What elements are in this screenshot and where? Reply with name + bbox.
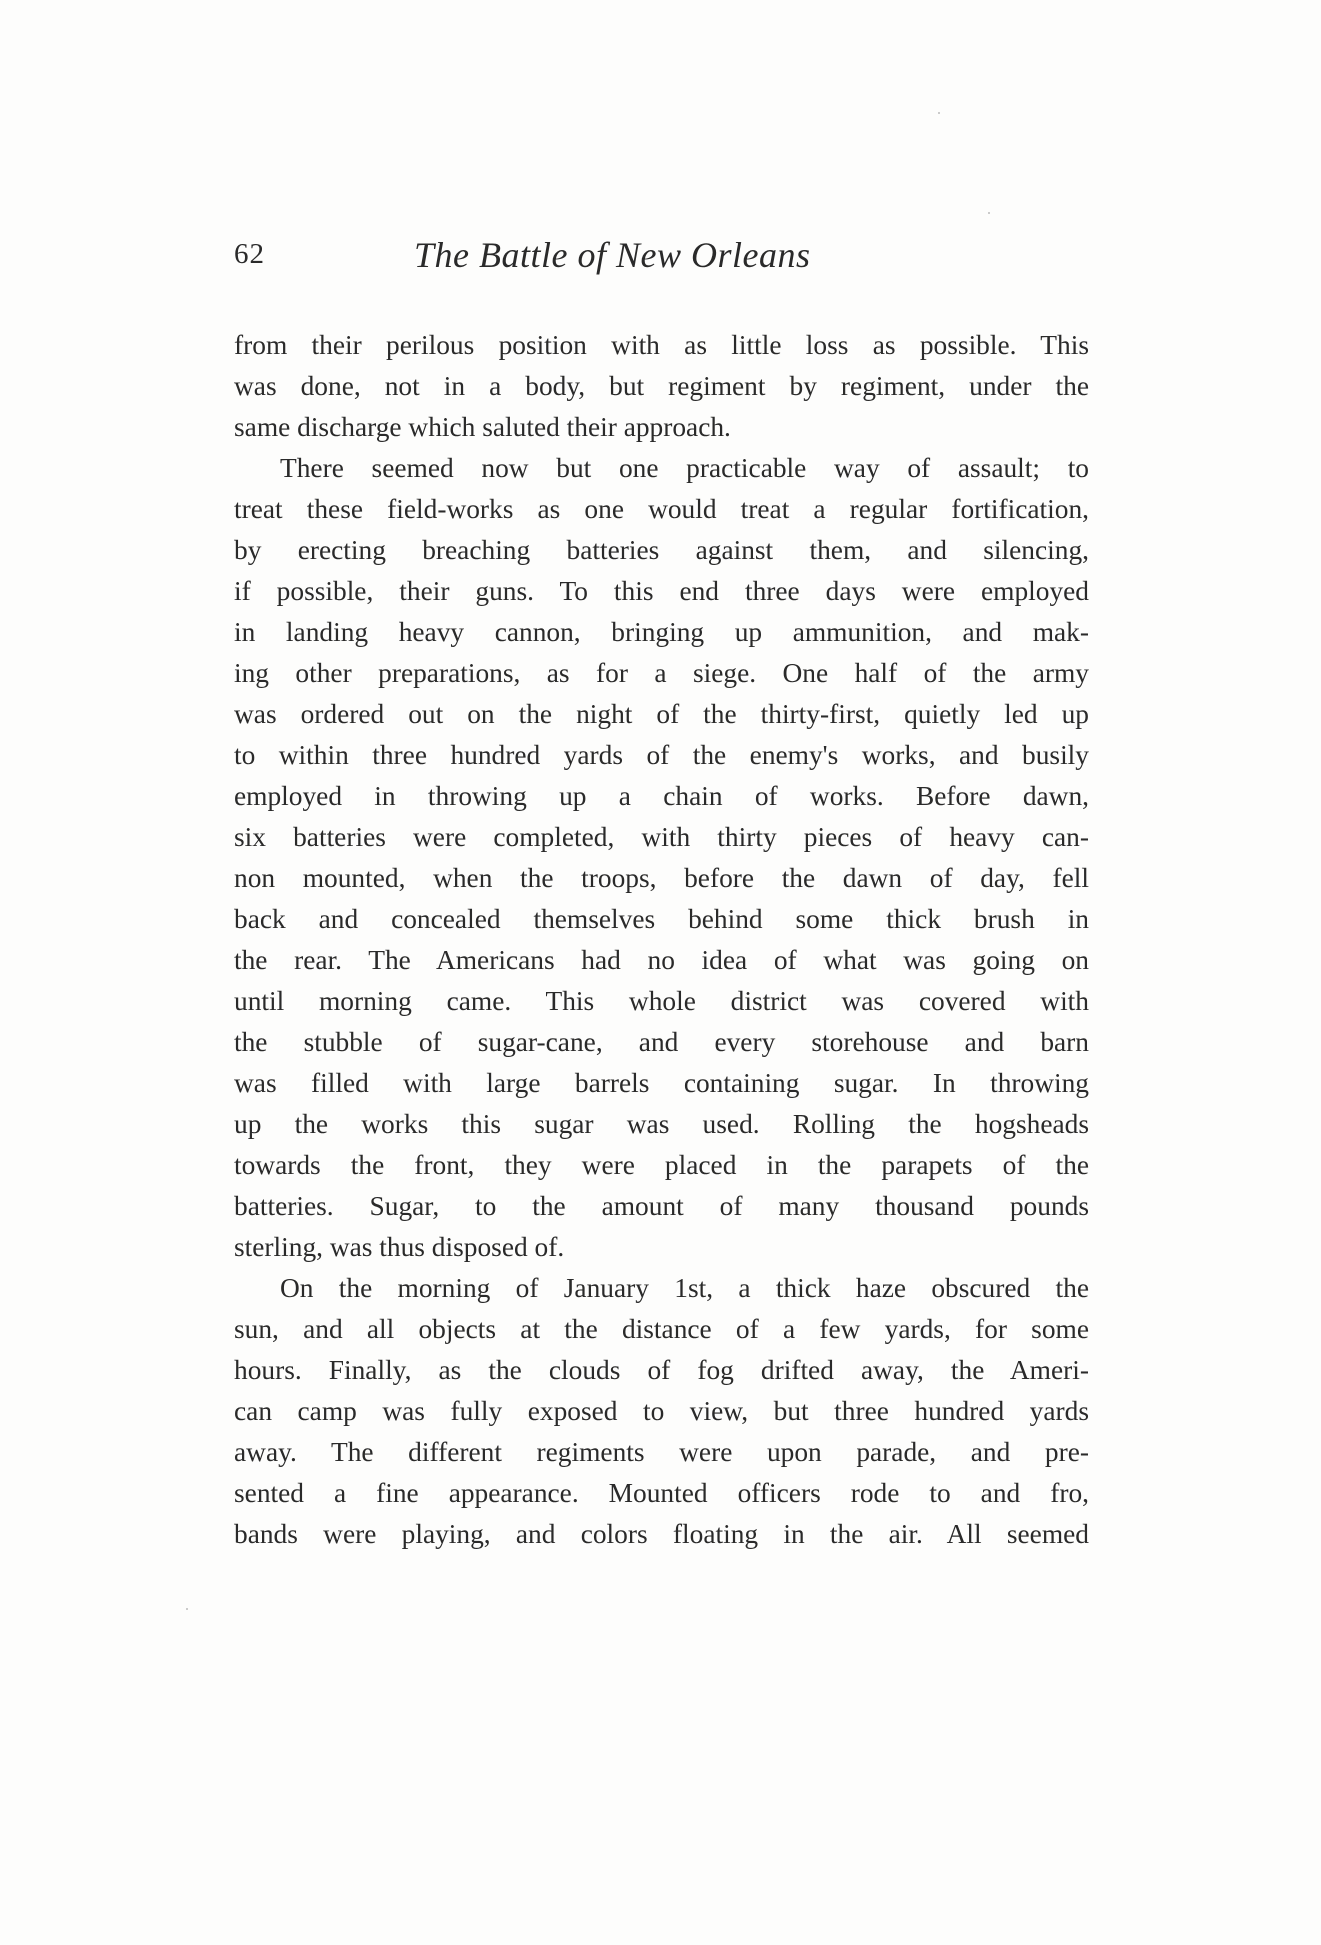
text-line: batteries. Sugar, to the amount of many thousand pounds xyxy=(234,1191,1089,1221)
scan-speck xyxy=(186,1608,188,1610)
text-line: by erecting breaching batteries against them, and silencing, xyxy=(234,535,1089,565)
text-line: can camp was fully exposed to view, but three hundred yards xyxy=(234,1396,1089,1426)
paragraph-2 xyxy=(234,448,1089,1268)
text-line: from their perilous position with as little loss as possible. This xyxy=(234,330,1089,360)
text-line: sented a fine appearance. Mounted officers rode to and fro, xyxy=(234,1478,1089,1508)
body-text xyxy=(234,325,1089,1555)
text-line: employed in throwing up a chain of works. Before dawn, xyxy=(234,781,1089,811)
text-line: was filled with large barrels containing sugar. In throwing xyxy=(234,1068,1089,1098)
text-line: in landing heavy cannon, bringing up ammunition, and mak- xyxy=(234,617,1089,647)
running-head xyxy=(234,235,1094,282)
text-line: away. The different regiments were upon parade, and pre- xyxy=(234,1437,1089,1467)
text-line: There seemed now but one practicable way of assault; to xyxy=(280,453,1089,483)
text-line: non mounted, when the troops, before the dawn of day, fell xyxy=(234,863,1089,893)
scan-speck xyxy=(938,112,940,114)
text-line: was done, not in a body, but regiment by regiment, under the xyxy=(234,371,1089,401)
text-line: up the works this sugar was used. Rolling the hogsheads xyxy=(234,1109,1089,1139)
text-line: was ordered out on the night of the thirty-first, quietly led up xyxy=(234,699,1089,729)
text-line: sun, and all objects at the distance of a few yards, for some xyxy=(234,1314,1089,1344)
text-line: back and concealed themselves behind some thick brush in xyxy=(234,904,1089,934)
paragraph-3 xyxy=(234,1268,1089,1555)
text-line: until morning came. This whole district was covered with xyxy=(234,986,1089,1016)
page-number: 62 xyxy=(234,238,265,270)
text-line: the stubble of sugar-cane, and every storehouse and barn xyxy=(234,1027,1089,1057)
text-line: towards the front, they were placed in the parapets of the xyxy=(234,1150,1089,1180)
paragraph-1 xyxy=(234,325,1089,448)
text-line: bands were playing, and colors floating in the air. All seemed xyxy=(234,1519,1089,1549)
text-line: same discharge which saluted their approach. xyxy=(234,412,731,442)
text-line: ing other preparations, as for a siege. One half of the army xyxy=(234,658,1089,688)
text-line: if possible, their guns. To this end three days were employed xyxy=(234,576,1089,606)
text-line: six batteries were completed, with thirty pieces of heavy can- xyxy=(234,822,1089,852)
text-line: treat these field-works as one would treat a regular fortification, xyxy=(234,494,1089,524)
text-line: the rear. The Americans had no idea of what was going on xyxy=(234,945,1089,975)
text-line: to within three hundred yards of the enemy's works, and busily xyxy=(234,740,1089,770)
scan-speck xyxy=(988,212,990,214)
running-title: The Battle of New Orleans xyxy=(414,235,811,275)
text-line: hours. Finally, as the clouds of fog drifted away, the Ameri- xyxy=(234,1355,1089,1385)
text-line: sterling, was thus disposed of. xyxy=(234,1232,565,1262)
text-line: On the morning of January 1st, a thick haze obscured the xyxy=(280,1273,1089,1303)
